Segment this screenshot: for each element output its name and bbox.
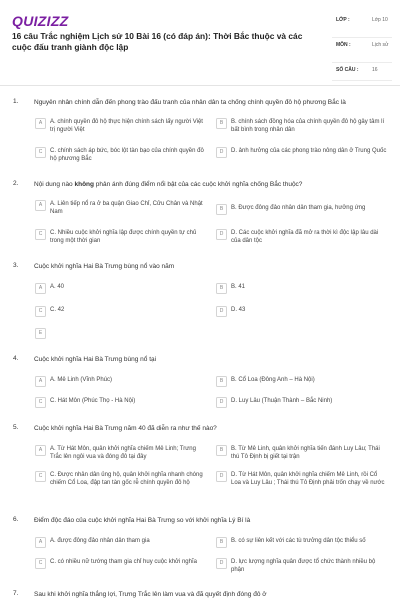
option-letter-box[interactable]: B	[216, 118, 227, 129]
meta-label: LỚP :	[336, 17, 350, 23]
question-number: 5.	[13, 424, 19, 431]
option-text: C. Nhiều cuộc khởi nghĩa lập được chính quyền tự chủ trong một thời gian	[50, 230, 197, 244]
question-text-before: Nội dung nào	[34, 181, 75, 188]
option-letter-box[interactable]: B	[216, 376, 227, 387]
option-text: D. Luy Lâu (Thuận Thành – Bắc Ninh)	[231, 398, 333, 404]
option-letter-box[interactable]: B	[216, 537, 227, 548]
option-text: B. Từ Mê Linh, quân khởi nghĩa tiến đánh Luy Lâu; Thái thú Tô Định bị giết tại trận	[231, 446, 380, 460]
option-text: D. Từ Hát Môn, quân khởi nghĩa chiếm Mê Linh, rồi Cổ Loa và Luy Lâu ; Thái thú Tô Định phải trốn chạy về nước	[231, 472, 385, 486]
option-text: B. có sự liên kết với các tù trưởng dân tộc thiểu số	[231, 538, 366, 544]
meta-row-class	[332, 13, 392, 38]
option-letter-box[interactable]: A	[35, 376, 46, 387]
question-text: Sau khi khởi nghĩa thắng lợi, Trưng Trắc lên làm vua và đã quyết định đóng đô ở	[34, 591, 267, 598]
option-letter-box[interactable]: D	[216, 147, 227, 158]
question-number: 6.	[13, 516, 19, 523]
question-number: 7.	[13, 590, 19, 597]
meta-row-count	[332, 63, 392, 81]
option-letter-box[interactable]: A	[35, 537, 46, 548]
page-title: 16 câu Trắc nghiệm Lịch sử 10 Bài 16 (có đáp án): Thời Bắc thuộc và các cuộc đấu tranh giành độc lập	[12, 31, 303, 52]
meta-value: Lịch sử	[372, 42, 389, 48]
option-text: D. ảnh hưởng của các phong trào nông dân ở Trung Quốc	[231, 148, 387, 154]
meta-value: 16	[372, 67, 378, 73]
option-text: C. có nhiều nữ tướng tham gia chỉ huy cuộc khởi nghĩa	[50, 559, 197, 565]
option-letter-box[interactable]: C	[35, 471, 46, 482]
meta-label: SỐ CÂU :	[336, 67, 359, 73]
option-letter-box[interactable]: B	[216, 283, 227, 294]
meta-value: Lớp 10	[372, 17, 388, 23]
question-text: Điểm độc đáo của cuộc khởi nghĩa Hai Bà Trưng so với khởi nghĩa Lý Bí là	[34, 517, 251, 524]
option-text: D. 43	[231, 307, 246, 313]
option-text: A. Từ Hát Môn, quân khởi nghĩa chiếm Mê Linh; Trưng Trắc lên ngôi vua và đóng đô tại đây	[50, 446, 196, 460]
question-text: Cuộc khởi nghĩa Hai Bà Trưng năm 40 đã diễn ra như thế nào?	[34, 425, 217, 432]
question-text	[34, 180, 374, 189]
option-text: A. Mê Linh (Vĩnh Phúc)	[50, 377, 113, 383]
question-text: Cuộc khởi nghĩa Hai Bà Trưng bùng nổ vào năm	[34, 263, 175, 270]
option-letter-box[interactable]: D	[216, 306, 227, 317]
option-letter-box[interactable]: D	[216, 558, 227, 569]
option-letter-box[interactable]: C	[35, 558, 46, 569]
option-text: C. Hát Môn (Phúc Thọ - Hà Nội)	[50, 398, 136, 404]
question-text: Nguyên nhân chính dẫn đến phong trào đấu tranh của nhân dân ta chống chính quyền đô hộ phương Bắc là	[34, 99, 346, 106]
option-letter-box[interactable]: A	[35, 200, 46, 211]
option-text: B. Được đông đảo nhân dân tham gia, hưởng ứng	[231, 205, 366, 211]
option-letter-box[interactable]: B	[216, 445, 227, 456]
option-text: A. 40	[50, 284, 65, 290]
question-text-after: phản ánh đúng điểm nổi bật của các cuộc khởi nghĩa chống Bắc thuộc?	[93, 181, 303, 188]
question-number: 4.	[13, 355, 19, 362]
option-text: A. chính quyền đô hộ thực hiện chính sách lấy người Việt trị người Việt	[50, 119, 203, 133]
option-letter-box[interactable]: A	[35, 445, 46, 456]
option-letter-box[interactable]: C	[35, 306, 46, 317]
option-letter-box[interactable]: E	[35, 328, 46, 339]
option-text: B. Cổ Loa (Đông Anh – Hà Nội)	[231, 377, 315, 383]
question-text: Cuộc khởi nghĩa Hai Bà Trưng bùng nổ tại	[34, 356, 157, 363]
option-letter-box[interactable]: D	[216, 471, 227, 482]
meta-row-subject	[332, 38, 392, 63]
option-text: A. Liên tiếp nổ ra ở ba quận Giao Chỉ, Cửu Chân và Nhật Nam	[50, 201, 203, 215]
option-text: B. 41	[231, 284, 246, 290]
option-text: C. 42	[50, 307, 65, 313]
question-number: 3.	[13, 262, 19, 269]
option-text: D. Các cuộc khởi nghĩa đã mở ra thời kì độc lập lâu dài của dân tộc	[231, 230, 379, 244]
option-letter-box[interactable]: C	[35, 397, 46, 408]
option-text: B. chính sách đồng hóa của chính quyền đô hộ gây tâm lí bất bình trong nhân dân	[231, 119, 385, 133]
option-text: A. được đông đảo nhân dân tham gia	[50, 538, 150, 544]
quiz-meta	[332, 13, 392, 81]
option-letter-box[interactable]: D	[216, 229, 227, 240]
option-letter-box[interactable]: D	[216, 397, 227, 408]
option-letter-box[interactable]: A	[35, 118, 46, 129]
option-text: C. chính sách áp bức, bóc lột tàn bạo của chính quyền đô hộ phương Bắc	[50, 148, 204, 162]
question-text-emphasis: không	[74, 181, 94, 188]
option-letter-box[interactable]: C	[35, 229, 46, 240]
quiz-header	[0, 0, 400, 82]
meta-label: MÔN :	[336, 42, 351, 48]
question-number: 2.	[13, 180, 19, 187]
header-divider	[0, 85, 400, 86]
option-text: C. Được nhân dân ủng hộ, quân khởi nghĩa nhanh chóng chiếm Cổ Loa, đập tan tàn gốc rễ chính quyền đô hộ	[50, 472, 203, 486]
quizizz-logo: QUIZIZZ	[12, 13, 69, 29]
option-letter-box[interactable]: C	[35, 147, 46, 158]
option-letter-box[interactable]: B	[216, 204, 227, 215]
question-number: 1.	[13, 98, 19, 105]
option-letter-box[interactable]: A	[35, 283, 46, 294]
option-text: D. lực lượng nghĩa quân được tổ chức thành nhiều bộ phận	[231, 559, 376, 573]
